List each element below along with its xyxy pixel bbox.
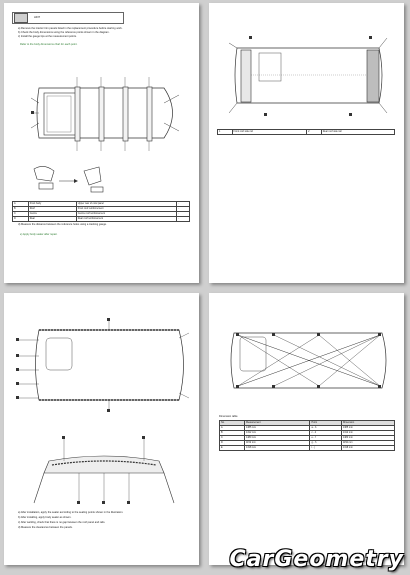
table-cell: 1480 mm bbox=[341, 436, 394, 441]
table-cell: E bbox=[220, 446, 245, 451]
table-cell: g - h bbox=[310, 441, 341, 446]
note-c: c) Install the gauge tips at the measurement points. bbox=[18, 35, 77, 38]
note-b: b) Check the body dimensions using the reference points shown in the diagram. bbox=[18, 31, 110, 34]
table-cell: c - d bbox=[310, 431, 341, 436]
table-cell: 1312 mm bbox=[341, 431, 394, 436]
table-cell: D bbox=[220, 441, 245, 446]
rail-table bbox=[217, 129, 395, 135]
table-row bbox=[220, 446, 395, 451]
table-cell: Rear roof reinforcement bbox=[76, 217, 177, 222]
sub-note: Refer to the body dimensions chart for each point. bbox=[20, 43, 78, 46]
detail-diagram bbox=[29, 161, 119, 201]
table-cell: 1385 mm bbox=[245, 426, 310, 431]
parts-table bbox=[12, 201, 190, 222]
table-cell: e - f bbox=[310, 436, 341, 441]
header-label: HINT bbox=[34, 16, 41, 19]
table-row bbox=[13, 217, 190, 222]
note-c: c) After welding, check that there is no gap between the roof panel and rails. bbox=[18, 521, 106, 524]
table-cell: Rear roof side rail bbox=[321, 130, 394, 135]
table-cell: - bbox=[177, 202, 190, 207]
table-cell: Centre bbox=[28, 212, 76, 217]
footer-note-d: d) Measure the distance between the reference holes using a tracking gauge. bbox=[18, 223, 107, 226]
manual-page-3 bbox=[4, 293, 199, 565]
roof-sealer-diagram bbox=[14, 318, 194, 413]
roof-rail-diagram bbox=[229, 28, 389, 123]
table-cell: 1318 mm bbox=[245, 446, 310, 451]
manual-page-1 bbox=[4, 3, 199, 283]
table-cell: 1312 mm bbox=[245, 431, 310, 436]
table-cell: Measurement bbox=[245, 421, 310, 426]
footer-note-e: e) Apply body sealer after repair. bbox=[20, 233, 58, 236]
roof-diagram bbox=[29, 73, 189, 153]
dimension-table bbox=[219, 420, 395, 451]
table-cell: 1 bbox=[218, 130, 233, 135]
header-box bbox=[12, 12, 124, 24]
table-cell: Dimension bbox=[341, 421, 394, 426]
note-a: a) Remove the interior trim panels listed in the replacement procedure before starting work. bbox=[18, 27, 123, 30]
note-a: a) After installation, apply the sealer according to the sealing points shown in the illustration. bbox=[18, 511, 124, 514]
table-row bbox=[218, 130, 395, 135]
table-cell: - bbox=[177, 217, 190, 222]
table-cell: C bbox=[13, 212, 29, 217]
table-cell: C bbox=[220, 436, 245, 441]
table-cell: Upper rear of cowl panel bbox=[76, 202, 177, 207]
table-cell: - bbox=[177, 212, 190, 217]
table-cell: Front body bbox=[28, 202, 76, 207]
note-b: b) After installing, apply body sealer as shown. bbox=[18, 516, 72, 519]
table-cell: Front roof side rail bbox=[232, 130, 307, 135]
table-cell: 1152 mm bbox=[245, 441, 310, 446]
table-cell: D bbox=[13, 217, 29, 222]
manual-page-2 bbox=[209, 3, 404, 283]
table-cell: Front roof reinforcement bbox=[76, 207, 177, 212]
dimension-diagram bbox=[224, 323, 394, 398]
note-d: d) Measure the clearances between the panels. bbox=[18, 526, 73, 529]
table-cell: A bbox=[13, 202, 29, 207]
table-cell: B bbox=[13, 207, 29, 212]
table-cell: 1318 mm bbox=[341, 446, 394, 451]
watermark-logo: CarGeometry bbox=[229, 547, 404, 572]
table-cell: Point bbox=[310, 421, 341, 426]
table-cell: A bbox=[220, 426, 245, 431]
table-cell: 1385 mm bbox=[341, 426, 394, 431]
table-cell: a - b bbox=[310, 426, 341, 431]
table-cell: No. bbox=[220, 421, 245, 426]
table-cell: 1152 mm bbox=[341, 441, 394, 446]
table-cell: Centre roof reinforcement bbox=[76, 212, 177, 217]
table-cell: Rear bbox=[28, 217, 76, 222]
dimension-table-title: Dimension table bbox=[219, 415, 238, 418]
table-cell: - bbox=[177, 207, 190, 212]
manual-page-4 bbox=[209, 293, 404, 565]
table-cell: i - j bbox=[310, 446, 341, 451]
table-cell: 2 bbox=[307, 130, 322, 135]
rear-view-diagram bbox=[24, 433, 184, 508]
table-cell: Roof bbox=[28, 207, 76, 212]
table-cell: 1480 mm bbox=[245, 436, 310, 441]
table-cell: B bbox=[220, 431, 245, 436]
